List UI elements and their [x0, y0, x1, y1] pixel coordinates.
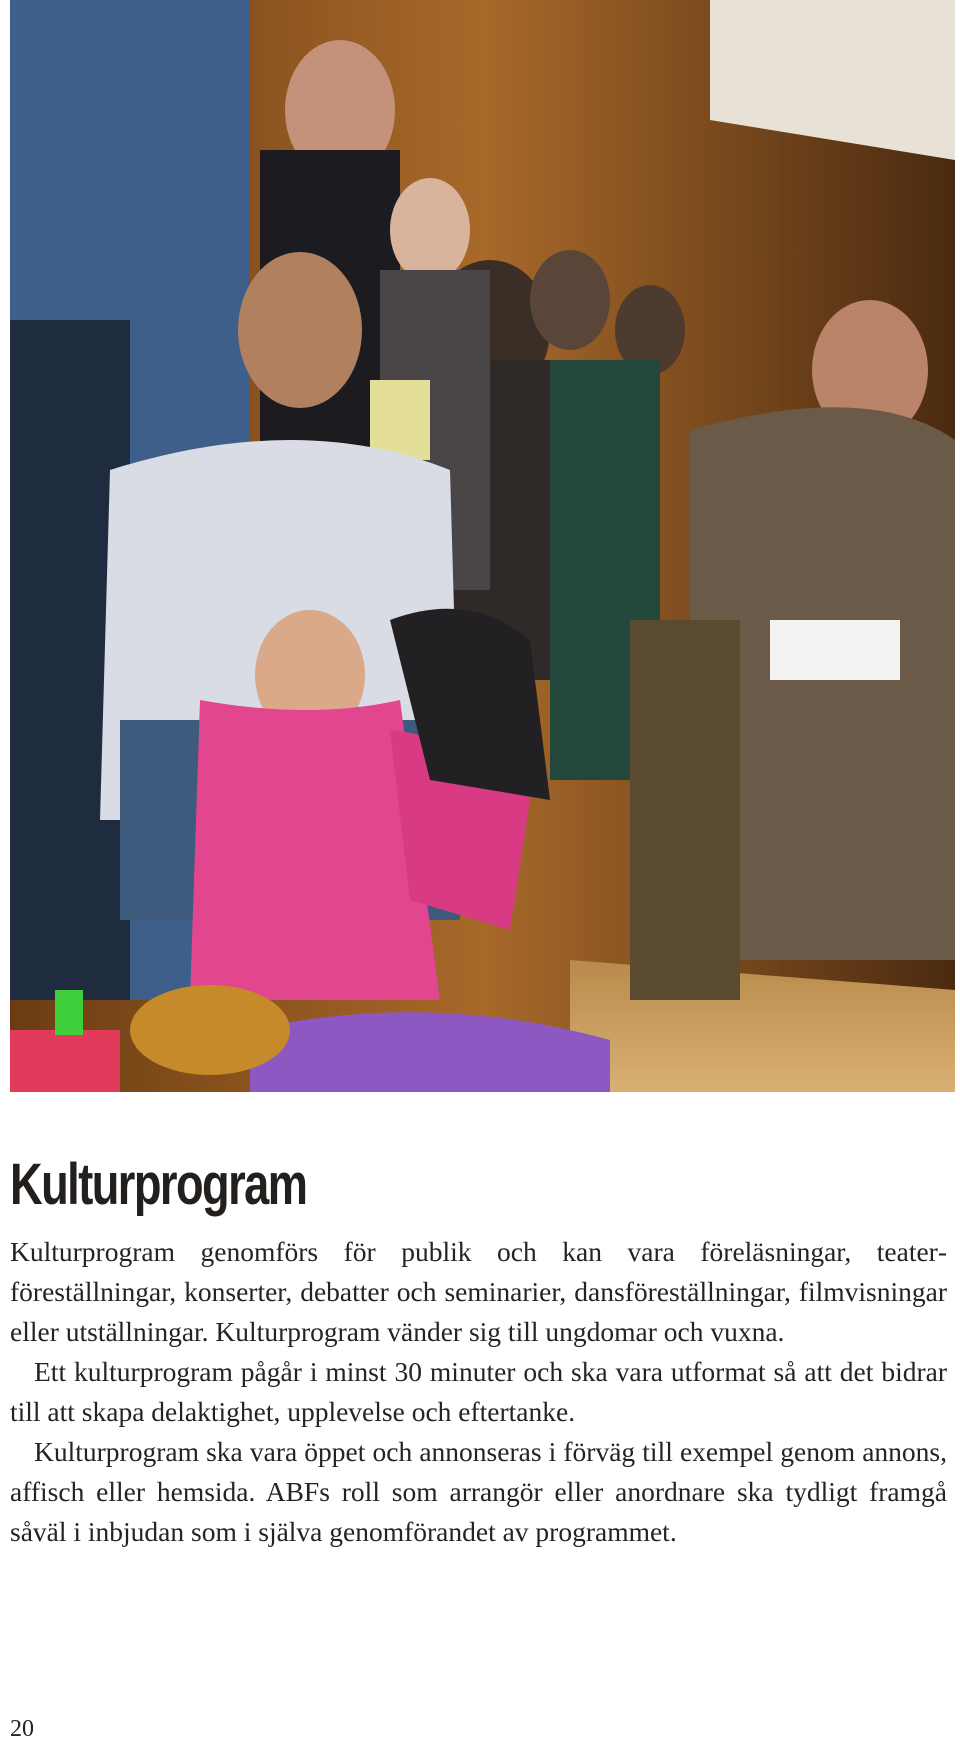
paragraph-duration: Ett kulturprogram pågår i minst 30 minuter och ska vara utformat så att det bidrar till att skapa delaktighet, upplevelse och eftertanke.: [10, 1356, 947, 1427]
article: [10, 1150, 947, 1552]
page-number: 20: [10, 1716, 34, 1742]
audience-photo: [10, 0, 955, 1092]
paragraph-intro: Kulturprogram genomförs för publik och kan vara föreläsningar, teaterföreställningar, konserter, debatter och seminarier, dansföreställningar, filmvisningar eller utställningar. Kulturprogram vänder sig till ungdomar och vuxna.: [10, 1236, 947, 1347]
paragraph-announcement: Kulturprogram ska vara öppet och annonseras i förväg till exempel genom annons, affisch eller hemsida. ABFs roll som arrangör eller anordnare ska tydligt framgå såväl i inbjudan som i själva genomförandet av programmet.: [10, 1436, 947, 1547]
page-title: Kulturprogram: [10, 1152, 307, 1217]
photo-icon: [10, 0, 955, 1092]
